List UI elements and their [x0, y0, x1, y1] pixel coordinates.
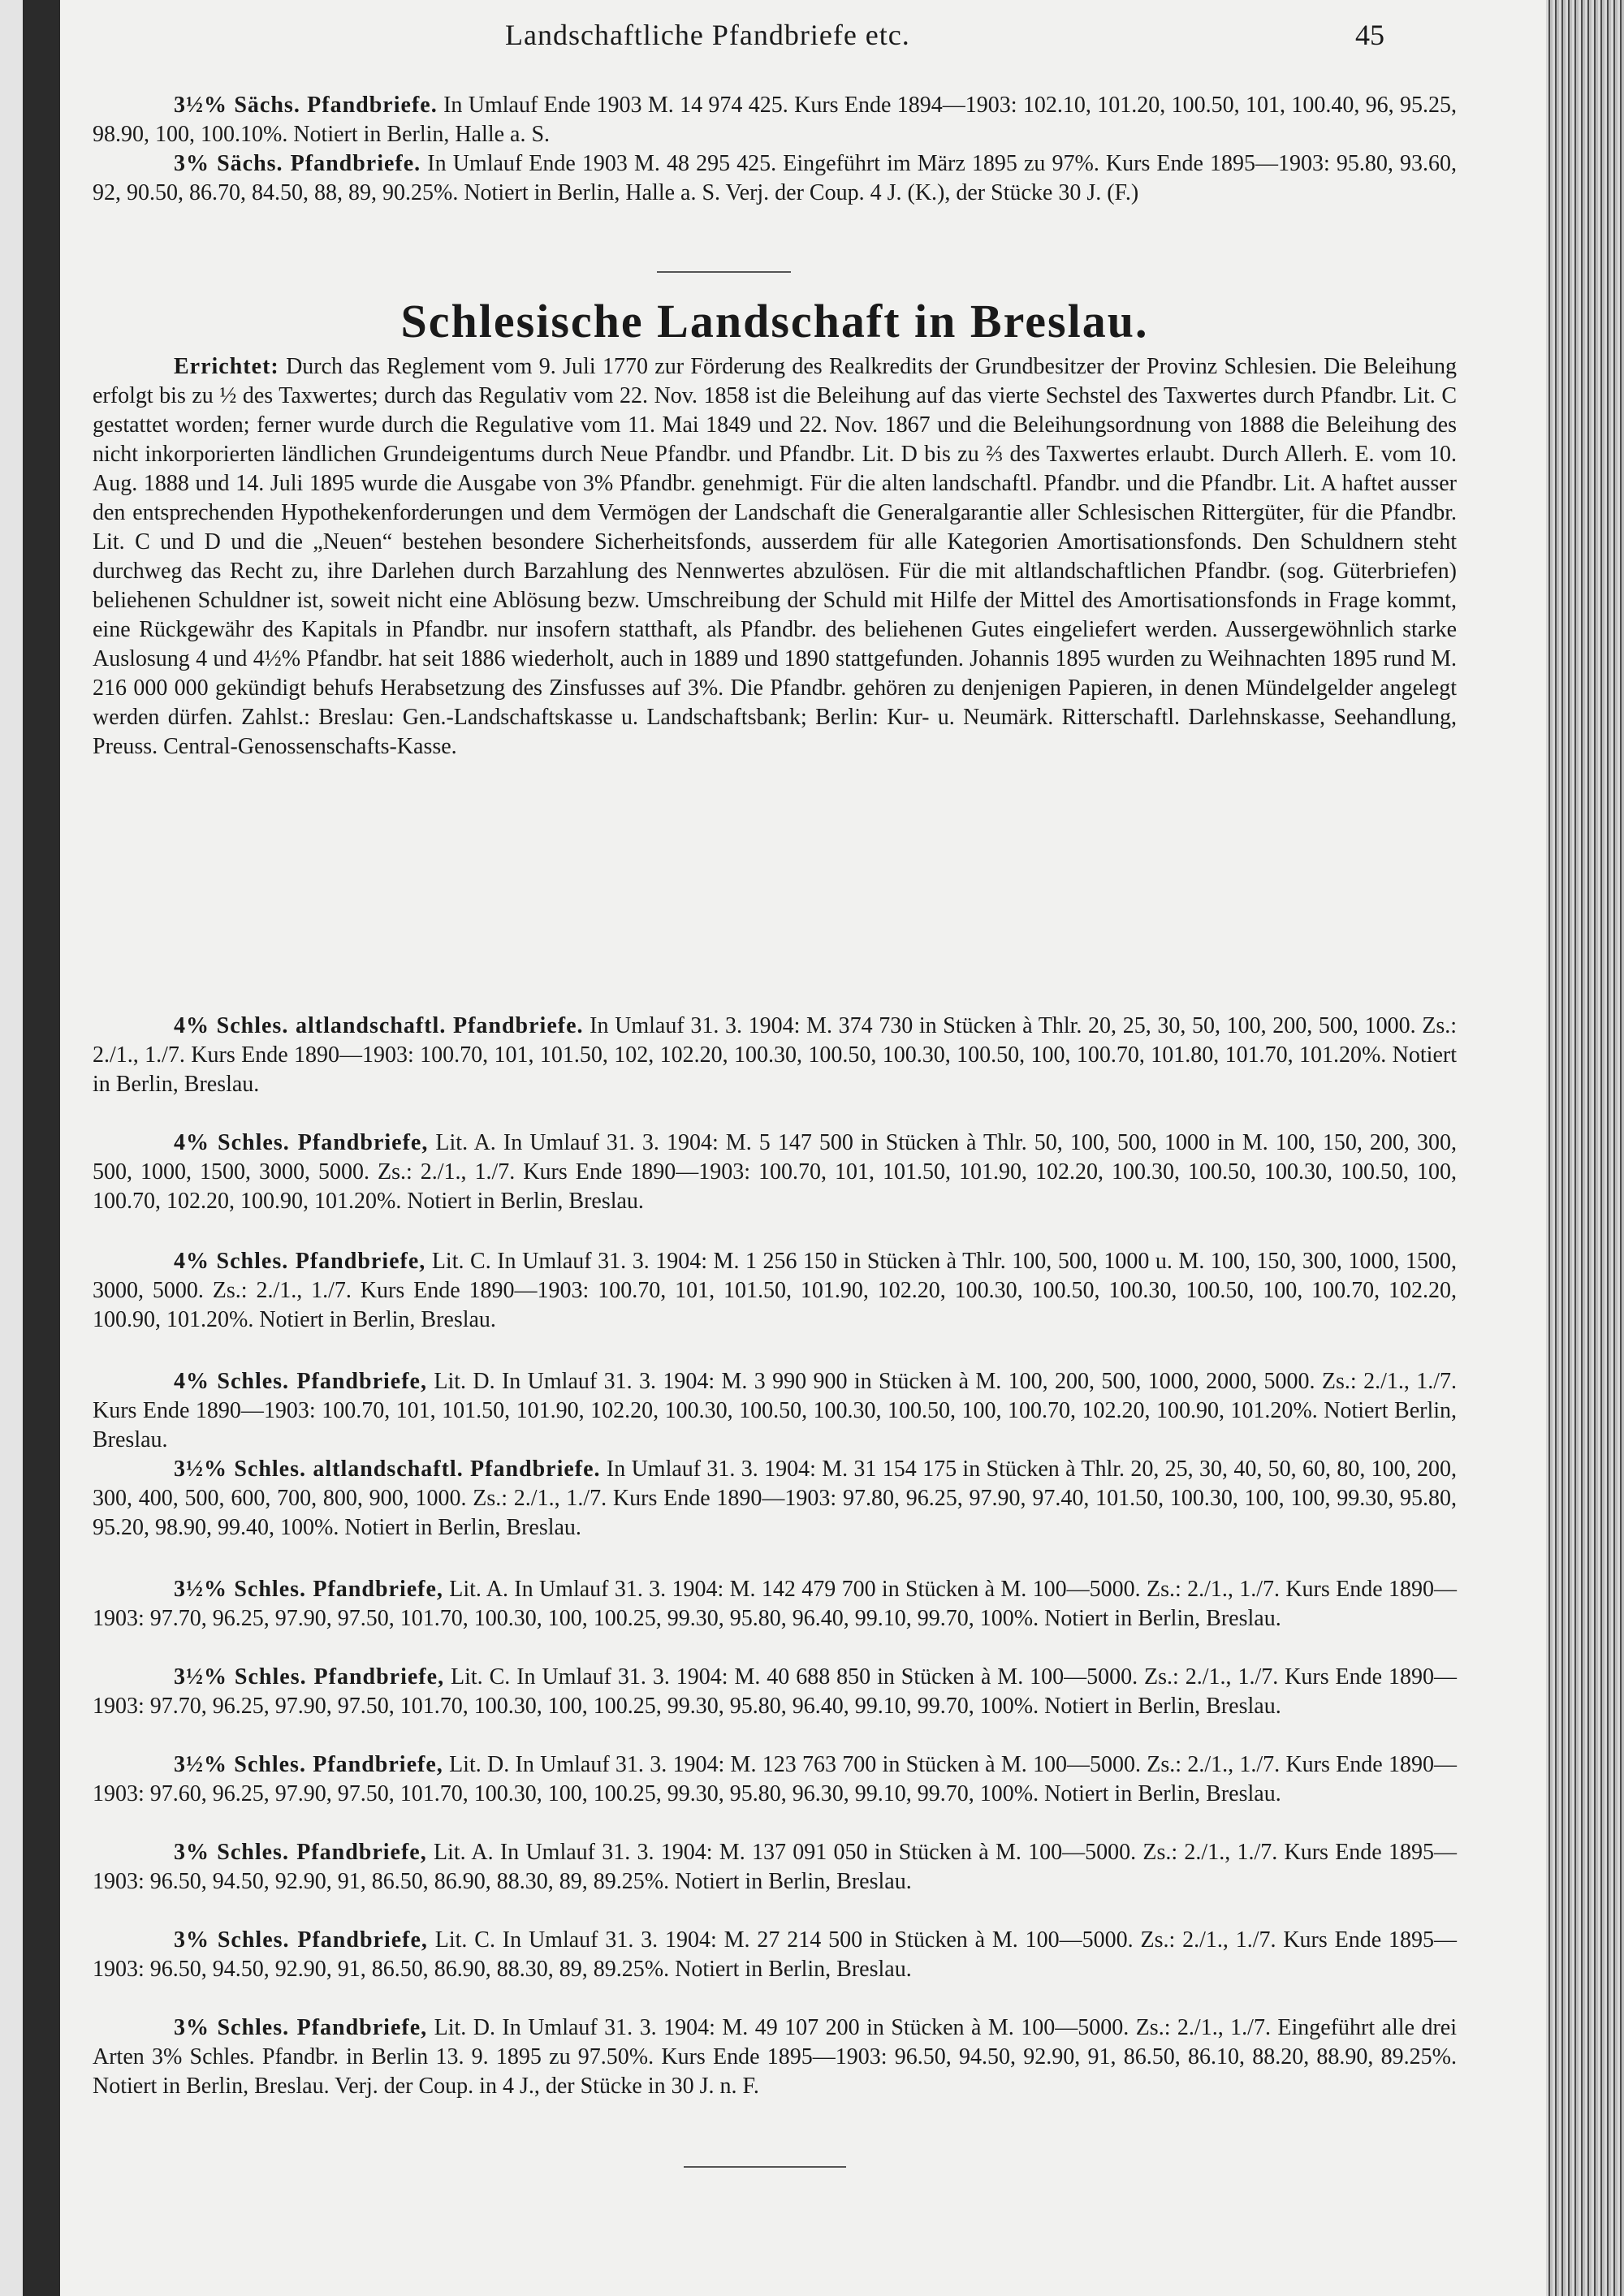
bond-entry-11 [93, 2013, 1457, 2101]
bond-entry-9 [93, 1838, 1457, 1897]
bond-entry-3 [93, 1247, 1457, 1335]
bond-entry-5 [93, 1455, 1457, 1543]
entry-body: Lit. D. In Umlauf 31. 3. 1904: M. 123 763 700 in Stücken à M. 100—5000. Zs.: 2./1., 1./7. Kurs Ende 1890—1903: 97.60, 96.25, 97.90, 97.50, 101.70, 100.30, 100, 100.25, 99.30, 95.80, 96.30, 99.10, 99.70, 100%. Notiert in Berlin, Breslau. [93, 1752, 1457, 1806]
bond-entry-4 [93, 1367, 1457, 1455]
intro-heading: Errichtet: [174, 354, 279, 379]
entry-heading: 3½% Schles. Pfandbriefe, [174, 1577, 443, 1602]
bond-entry-7 [93, 1663, 1457, 1721]
entry-body: In Umlauf Ende 1903 M. 14 974 425. Kurs Ende 1894—1903: 102.10, 101.20, 100.50, 101, 100.40, 96, 95.25, 98.90, 100, 100.10%. Notiert in Berlin, Halle a. S. [93, 93, 1458, 147]
page-header [60, 18, 1546, 57]
entry-heading: 4% Schles. Pfandbriefe, [174, 1369, 427, 1394]
book-page [60, 0, 1546, 2296]
entry-body: Lit. A. In Umlauf 31. 3. 1904: M. 5 147 500 in Stücken à Thlr. 50, 100, 500, 1000 in M. 100, 150, 200, 300, 500, 1000, 1500, 3000, 5000. Zs.: 2./1., 1./7. Kurs Ende 1890—1903: 100.70, 101, 101.50, 101.90, 102.20, 100.30, 100.50, 100.30, 100.50, 100, 100.70, 102.20, 100.90, 101.20%. Notiert in Berlin, Breslau. [93, 1130, 1457, 1214]
entry-heading: 3½% Schles. Pfandbriefe, [174, 1664, 445, 1690]
entry-heading: 4% Schles. Pfandbriefe, [174, 1130, 429, 1155]
entry-heading: 3½% Sächs. Pfandbriefe. [174, 93, 438, 118]
entry-body: Lit. D. In Umlauf 31. 3. 1904: M. 3 990 900 in Stücken à M. 100, 200, 500, 1000, 2000, 5000. Zs.: 2./1., 1./7. Kurs Ende 1890—1903: 100.70, 101, 101.50, 101.90, 102.20, 100.30, 100.50, 100.30, 100.50, 100, 100.70, 102.20, 100.90, 101.20%. Notiert Berlin, Breslau. [93, 1369, 1458, 1452]
entry-body: Lit. A. In Umlauf 31. 3. 1904: M. 137 091 050 in Stücken à M. 100—5000. Zs.: 2./1., 1./7. Kurs Ende 1895—1903: 96.50, 94.50, 92.90, 91, 86.50, 86.90, 88.30, 89, 89.25%. Notiert in Berlin, Breslau. [93, 1840, 1457, 1894]
book-spine-shadow [23, 0, 60, 2296]
entry-body: Lit. D. In Umlauf 31. 3. 1904: M. 49 107 200 in Stücken à M. 100—5000. Zs.: 2./1., 1./7. Eingeführt alle drei Arten 3% Schles. Pfandbr. in Berlin 13. 9. 1895 zu 97.50%. Kurs Ende 1895—1903: 96.50, 94.50, 92.90, 91, 86.50, 86.10, 88.20, 88.90, 89.25%. Notiert in Berlin, Breslau. Verj. der Coup. in 4 J., der Stücke in 30 J. n. F. [93, 2015, 1458, 2099]
page-number: 45 [1355, 19, 1384, 51]
entry-heading: 4% Schles. Pfandbriefe, [174, 1249, 426, 1274]
entry-body: In Umlauf 31. 3. 1904: M. 31 154 175 in Stücken à Thlr. 20, 25, 30, 40, 50, 60, 80, 100, 200, 300, 400, 500, 600, 700, 800, 900, 1000. Zs.: 2./1., 1./7. Kurs Ende 1890—1903: 97.80, 96.25, 97.90, 97.40, 101.50, 100.30, 100, 100, 99.30, 95.80, 95.20, 98.90, 99.40, 100%. Notiert in Berlin, Breslau. [93, 1457, 1458, 1540]
entry-body: Lit. A. In Umlauf 31. 3. 1904: M. 142 479 700 in Stücken à M. 100—5000. Zs.: 2./1., 1./7. Kurs Ende 1890—1903: 97.70, 96.25, 97.90, 97.50, 101.70, 100.30, 100, 100.25, 99.30, 95.80, 96.40, 99.10, 99.70, 100%. Notiert in Berlin, Breslau. [93, 1577, 1458, 1631]
running-title: Landschaftliche Pfandbriefe etc. [505, 19, 910, 51]
entry-heading: 3% Schles. Pfandbriefe, [174, 1840, 427, 1865]
bond-entry-8 [93, 1750, 1457, 1809]
entry-heading: 3½% Schles. altlandschaftl. Pfandbriefe. [174, 1457, 601, 1482]
entry-body: In Umlauf Ende 1903 M. 48 295 425. Eingeführt im März 1895 zu 97%. Kurs Ende 1895—1903: 95.80, 93.60, 92, 90.50, 86.70, 84.50, 88, 89, 90.25%. Notiert in Berlin, Halle a. S. Verj. der Coup. 4 J. (K.), der Stücke 30 J. (F.) [93, 151, 1458, 205]
entry-heading: 3% Schles. Pfandbriefe, [174, 1927, 428, 1953]
entry-heading: 3½% Schles. Pfandbriefe, [174, 1752, 443, 1777]
scan-margin [0, 0, 23, 2296]
saechs-entry-1 [93, 91, 1457, 149]
entry-heading: 3% Schles. Pfandbriefe, [174, 2015, 428, 2040]
section-divider [657, 271, 791, 273]
entry-body: Lit. C. In Umlauf 31. 3. 1904: M. 40 688 850 in Stücken à M. 100—5000. Zs.: 2./1., 1./7. Kurs Ende 1890—1903: 97.70, 96.25, 97.90, 97.50, 101.70, 100.30, 100, 100.25, 99.30, 95.80, 96.40, 99.10, 99.70, 100%. Notiert in Berlin, Breslau. [93, 1664, 1458, 1719]
bond-entry-6 [93, 1575, 1457, 1634]
bond-entry-2 [93, 1129, 1457, 1216]
entry-body: Lit. C. In Umlauf 31. 3. 1904: M. 1 256 150 in Stücken à Thlr. 100, 500, 1000 u. M. 100, 150, 300, 1000, 1500, 3000, 5000. Zs.: 2./1., 1./7. Kurs Ende 1890—1903: 100.70, 101, 101.50, 101.90, 102.20, 100.30, 100.50, 100.30, 100.50, 100, 100.70, 102.20, 100.90, 101.20%. Notiert in Berlin, Breslau. [93, 1249, 1457, 1332]
entry-body: In Umlauf 31. 3. 1904: M. 374 730 in Stücken à Thlr. 20, 25, 30, 50, 100, 200, 500, 1000. Zs.: 2./1., 1./7. Kurs Ende 1890—1903: 100.70, 101, 101.50, 102, 102.20, 100.30, 100.50, 100.30, 100.50, 100, 100.70, 101.80, 101.70, 101.20%. Notiert in Berlin, Breslau. [93, 1013, 1458, 1097]
bond-entry-10 [93, 1926, 1457, 1984]
entry-body: Lit. C. In Umlauf 31. 3. 1904: M. 27 214 500 in Stücken à M. 100—5000. Zs.: 2./1., 1./7. Kurs Ende 1895—1903: 96.50, 94.50, 92.90, 91, 86.50, 86.90, 88.30, 89, 89.25%. Notiert in Berlin, Breslau. [93, 1927, 1458, 1982]
end-divider [684, 2166, 846, 2168]
intro-paragraph [93, 352, 1457, 762]
intro-body: Durch das Reglement vom 9. Juli 1770 zur Förderung des Realkredits der Grundbesitzer der Provinz Schlesien. Die Beleihung erfolgt bis zu ½ des Taxwertes; durch das Regulativ vom 22. Nov. 1858 ist die Beleihung auf das vierte Sechstel des Taxwertes durch Pfandbr. Lit. C gestattet worden; ferner wurde durch die Regulative vom 11. Mai 1849 und 22. Nov. 1867 und die Beleihungsordnung von 1888 die Beleihung des nicht inkorporierten ländlichen Grundeigentums durch Neue Pfandbr. und Pfandbr. Lit. D bis zu ⅔ des Taxwertes erlaubt. Durch Allerh. E. vom 10. Aug. 1888 und 14. Juli 1895 wurde die Ausgabe von 3% Pfandbr. genehmigt. Für die alten landschaftl. Pfandbr. und die Pfandbr. Lit. A haftet ausser den entsprechenden Hypothekenforderungen und dem Vermögen der Landschaft die Generalgarantie aller Schlesischen Rittergüter, für die Pfandbr. Lit. C und D und die „Neuen“ bestehen besondere Sicherheitsfonds, ausserdem für alle Kategorien Amortisationsfonds. Den Schuldnern steht durchweg das Recht zu, ihre Darlehen durch Barzahlung des Nennwertes abzulösen. Für die mit altlandschaftlichen Pfandbr. (sog. Güterbriefen) beliehenen Schuldner ist, soweit nicht eine Ablösung bezw. Umschreibung der Schuld mit Hilfe der Mittel des Amortisationsfonds in Frage kommt, eine Rückgewähr des Kapitals in Pfandbr. nur insofern statthaft, als Pfandbr. des beliehenen Gutes eingeliefert werden. Aussergewöhnlich starke Auslosung 4 und 4½% Pfandbr. hat seit 1886 wiederholt, auch in 1889 und 1890 stattgefunden. Johannis 1895 wurden zu Weihnachten 1895 rund M. 216 000 000 gekündigt behufs Herabsetzung des Zinsfusses auf 3%. Die Pfandbr. gehören zu denjenigen Papieren, in denen Mündelgelder angelegt werden dürfen. Zahlst.: Breslau: Gen.-Landschaftskasse u. Landschaftsbank; Berlin: Kur- u. Neumärk. Ritterschaftl. Darlehnskasse, Seehandlung, Preuss. Central-Genossenschafts-Kasse. [93, 354, 1457, 759]
bond-entry-1 [93, 1012, 1457, 1099]
section-title: Schlesische Landschaft in Breslau. [400, 295, 1149, 347]
entry-heading: 3% Sächs. Pfandbriefe. [174, 151, 421, 176]
page-edge-stack [1546, 0, 1624, 2296]
saechs-entry-2 [93, 149, 1457, 208]
entry-heading: 4% Schles. altlandschaftl. Pfandbriefe. [174, 1013, 584, 1038]
